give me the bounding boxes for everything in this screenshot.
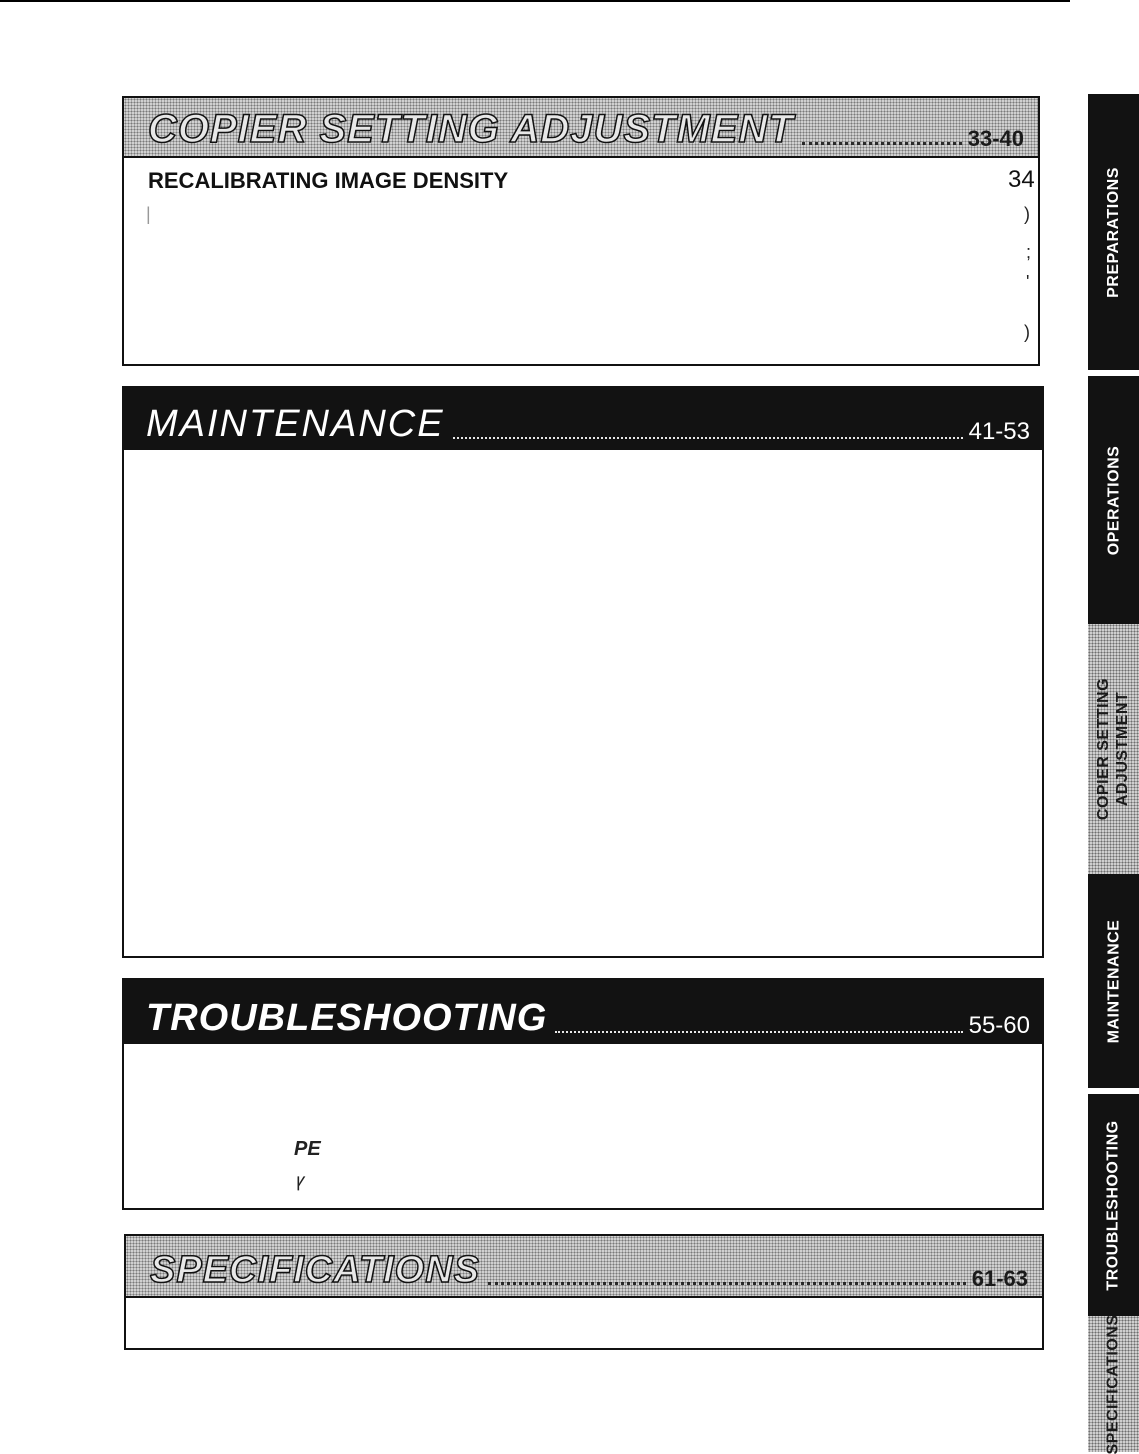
section-pages: 41-53 bbox=[968, 418, 1030, 445]
dot-leader bbox=[555, 1031, 962, 1033]
section-pages: 61-63 bbox=[971, 1266, 1028, 1291]
tab-operations[interactable] bbox=[1088, 376, 1139, 624]
tab-label: PREPARATIONS bbox=[1105, 166, 1122, 298]
section-title: TROUBLESHOOTING bbox=[146, 997, 548, 1039]
section-troubleshooting bbox=[122, 978, 1044, 1210]
tab-specifications[interactable] bbox=[1088, 1313, 1139, 1454]
section-header bbox=[122, 978, 1044, 1044]
section-title: COPIER SETTING ADJUSTMENT bbox=[148, 107, 794, 151]
text-fragment: ' bbox=[1026, 272, 1030, 292]
text-fragment: ) bbox=[1024, 204, 1030, 224]
tab-preparations[interactable] bbox=[1088, 94, 1139, 370]
tab-copier-setting-adjustment[interactable] bbox=[1088, 624, 1139, 874]
tab-label: MAINTENANCE bbox=[1105, 919, 1122, 1043]
section-maintenance bbox=[122, 386, 1044, 958]
tab-label: TROUBLESHOOTING bbox=[1105, 1119, 1123, 1291]
top-rule bbox=[0, 0, 1070, 2]
tab-troubleshooting[interactable] bbox=[1088, 1094, 1139, 1316]
text-fragment: ; bbox=[1026, 242, 1032, 262]
error-code-pe: PE bbox=[294, 1138, 321, 1160]
section-body bbox=[124, 1298, 1044, 1350]
dot-leader bbox=[453, 437, 963, 439]
section-pages: 55-60 bbox=[968, 1012, 1030, 1039]
section-header bbox=[122, 386, 1044, 450]
text-fragment: ) bbox=[1024, 322, 1030, 342]
section-header bbox=[124, 1234, 1044, 1298]
dot-leader bbox=[802, 142, 962, 145]
side-index-tabs bbox=[1088, 94, 1139, 1452]
section-header bbox=[122, 96, 1040, 158]
section-specifications bbox=[124, 1234, 1044, 1350]
tab-label-line2: ADJUSTMENT bbox=[1114, 691, 1132, 807]
dot-leader bbox=[488, 1282, 966, 1285]
section-title: SPECIFICATIONS bbox=[150, 1249, 480, 1291]
tab-maintenance[interactable] bbox=[1088, 874, 1139, 1088]
text-fragment: | bbox=[146, 204, 151, 224]
tab-label: SPECIFICATIONS bbox=[1105, 1313, 1123, 1454]
tab-label-line1: COPIER SETTING bbox=[1095, 677, 1113, 821]
error-code-symbol: ꝩ bbox=[296, 1170, 306, 1190]
section-pages: 33-40 bbox=[967, 126, 1024, 151]
toc-entry-page: 34 bbox=[1008, 166, 1035, 193]
section-copier-setting-adjustment bbox=[122, 96, 1040, 366]
section-body bbox=[122, 1044, 1044, 1210]
toc-entry-label: RECALIBRATING IMAGE DENSITY bbox=[148, 168, 509, 193]
section-title: MAINTENANCE bbox=[146, 403, 445, 445]
section-body bbox=[122, 450, 1044, 958]
tab-label: OPERATIONS bbox=[1105, 445, 1123, 555]
